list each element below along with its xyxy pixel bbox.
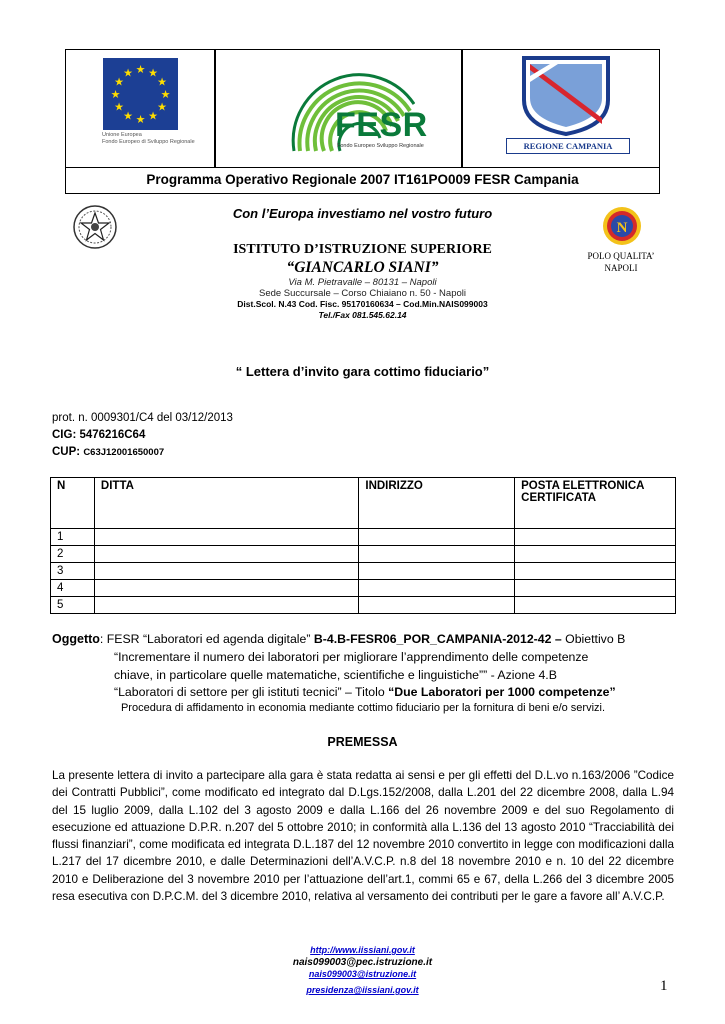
- col-header-ditta: DITTA: [94, 478, 358, 529]
- row-number: 4: [51, 580, 95, 597]
- table-header-row: [51, 478, 676, 529]
- protocol-number: prot. n. 0009301/C4 del 03/12/2013: [52, 412, 233, 424]
- fesr-subtitle: Fondo Europeo Sviluppo Regionale: [337, 143, 424, 149]
- pec-cell: [515, 597, 676, 614]
- ditta-cell: [94, 597, 358, 614]
- row-number: 5: [51, 597, 95, 614]
- polo-qualita-line1: POLO QUALITA’: [587, 251, 655, 261]
- pec-address: nais099003@pec.istruzione.it: [292, 957, 433, 968]
- institute-subname: “GIANCARLO SIANI”: [286, 259, 439, 276]
- ditta-cell: [94, 546, 358, 563]
- procedura-text: Procedura di affidamento in economia mediante cottimo fiduciario per la fornitura di beni e/o servizi.: [120, 702, 606, 714]
- row-number: 1: [51, 529, 95, 546]
- regione-logo-cell: [462, 50, 659, 167]
- indirizzo-cell: [359, 546, 515, 563]
- eu-caption-line2: Fondo Europeo di Sviluppo Regionale: [102, 139, 195, 145]
- companies-table: [50, 477, 676, 614]
- institute-address: Via M. Pietravalle – 80131 – Napoli: [288, 277, 437, 288]
- pec-cell: [515, 563, 676, 580]
- letter-title: “ Lettera d’invito gara cottimo fiduciario”: [235, 364, 490, 379]
- oggetto-intro: : FESR “Laboratori ed agenda digitale”: [99, 632, 314, 646]
- table-row: [51, 563, 676, 580]
- page-number: 1: [660, 978, 668, 994]
- cup-value: C63J12001650007: [83, 447, 165, 458]
- institute-phone: Tel./Fax 081.545.62.14: [318, 310, 407, 320]
- svg-text:★: ★: [160, 88, 171, 101]
- oggetto-code: B-4.B-FESR06_POR_CAMPANIA-2012-42 –: [313, 632, 562, 646]
- ditta-cell: [94, 529, 358, 546]
- svg-text:★: ★: [114, 75, 124, 89]
- cup-code: [52, 446, 164, 458]
- eu-flag-icon: [103, 58, 178, 130]
- motto: Con l’Europa investiamo nel vostro futuro: [232, 206, 493, 221]
- svg-text:★: ★: [135, 63, 146, 76]
- fesr-logo-cell: [215, 50, 461, 167]
- oggetto-line4: [52, 684, 674, 702]
- pec-cell: [515, 546, 676, 563]
- oggetto-section: [52, 631, 674, 702]
- svg-text:★: ★: [110, 88, 121, 101]
- polo-qualita-line2: NAPOLI: [604, 263, 638, 273]
- website-link[interactable]: http://www.iissiani.gov.it: [310, 945, 415, 955]
- email-link[interactable]: nais099003@istruzione.it: [308, 969, 417, 979]
- table-row: [51, 546, 676, 563]
- svg-text:★: ★: [135, 113, 146, 126]
- institute-codes: Dist.Scol. N.43 Cod. Fisc. 95170160634 – Cod.Min.NAIS099003: [237, 299, 488, 309]
- svg-text:★: ★: [148, 109, 158, 123]
- oggetto-line1-end: Obiettivo B: [561, 632, 626, 646]
- indirizzo-cell: [359, 580, 515, 597]
- oggetto-line4-title: “Due Laboratori per 1000 competenze”: [388, 685, 616, 700]
- svg-text:★: ★: [148, 66, 158, 80]
- col-header-indirizzo: INDIRIZZO: [359, 478, 515, 529]
- regione-label: REGIONE CAMPANIA: [506, 138, 630, 154]
- logo-row: [66, 50, 659, 168]
- indirizzo-cell: [359, 563, 515, 580]
- cup-label: CUP:: [52, 446, 84, 458]
- logo-header-box: [65, 49, 660, 194]
- eu-caption: [102, 132, 195, 146]
- svg-text:★: ★: [114, 100, 124, 114]
- presidenza-link[interactable]: presidenza@iissiani.gov.it: [306, 985, 419, 995]
- oggetto-label: Oggetto: [52, 632, 100, 646]
- svg-text:★: ★: [157, 75, 167, 89]
- table-row: [51, 529, 676, 546]
- ditta-cell: [94, 563, 358, 580]
- premessa-body: La presente lettera di invito a partecipare alla gara è stata redatta ai sensi e per gli effetti del D.L.vo n.163/2006 ”Codice dei Contratti Pubblici”, come modificato ed integrato dal D.Lgs.152/2008, dalla L.201 del 22 dicembre 2008, dalla L.94 del 15 luglio 2009, dalla L.102 del 3 agosto 2009 e dalla L.166 del 26 novembre 2009 e del suo Regolamento di esecuzione ed attuazione D.P.R. n.207 del 5 ottobre 2010; in conformità alla L.136 del 13 agosto 2010 “Tracciabilità dei flussi finanziari”, come modificata ed integrata D.L.187 del 12 novembre 2010 convertito in legge con modificazioni dalla L.217 del 17 dicembre 2010, e dalle Determinazioni dell’A.V.C.P. n.8 del 18 novembre 2010 e n. 10 del 22 dicembre 2010 e Deliberazione del 3 novembre 2010 per l’attuazione dell’art.1, commi 65 e 67, della L.266 del 3 dicembre 2005 resa esecutiva con D.P.C.M. del 3 dicembre 2010, relativa al versamento dei contributi per le gare a favore all’ A.V.C.P.: [52, 769, 674, 904]
- regione-shield-icon: [520, 56, 612, 136]
- svg-text:★: ★: [157, 100, 167, 114]
- indirizzo-cell: [359, 597, 515, 614]
- row-number: 2: [51, 546, 95, 563]
- ditta-cell: [94, 580, 358, 597]
- institute-name: ISTITUTO D’ISTRUZIONE SUPERIORE: [233, 242, 492, 257]
- table-row: [51, 597, 676, 614]
- pec-cell: [515, 529, 676, 546]
- oggetto-line2: “Incrementare il numero dei laboratori per migliorare l’apprendimento delle competenze: [114, 649, 589, 664]
- eu-caption-line1: Unione Europea: [102, 132, 142, 138]
- fesr-title: FESR: [335, 106, 428, 144]
- program-title: Programma Operativo Regionale 2007 IT161PO009 FESR Campania: [146, 172, 579, 187]
- premessa-title: PREMESSA: [327, 735, 398, 749]
- italian-republic-emblem-icon: [72, 204, 118, 250]
- institute-branch: Sede Succursale – Corso Chiaiano n. 50 - Napoli: [258, 288, 466, 299]
- indirizzo-cell: [359, 529, 515, 546]
- row-number: 3: [51, 563, 95, 580]
- table-row: [51, 580, 676, 597]
- oggetto-line4-a: “Laboratori di settore per gli istituti tecnici” – Titolo: [114, 685, 389, 700]
- eu-stars-icon: [103, 58, 178, 130]
- svg-text:★: ★: [123, 66, 133, 80]
- pec-cell: [515, 580, 676, 597]
- eu-logo-cell: [66, 50, 214, 167]
- col-header-n: N: [51, 478, 95, 529]
- svg-text:★: ★: [123, 109, 133, 123]
- svg-text:N: N: [616, 220, 628, 236]
- col-header-pec: POSTA ELETTRONICA CERTIFICATA: [515, 478, 676, 529]
- oggetto-line3: chiave, in particolare quelle matematiche, scientifiche e linguistiche”” - Azione 4.B: [114, 667, 557, 682]
- cig-code: CIG: 5476216C64: [52, 429, 146, 441]
- polo-qualita-logo-icon: [601, 205, 643, 247]
